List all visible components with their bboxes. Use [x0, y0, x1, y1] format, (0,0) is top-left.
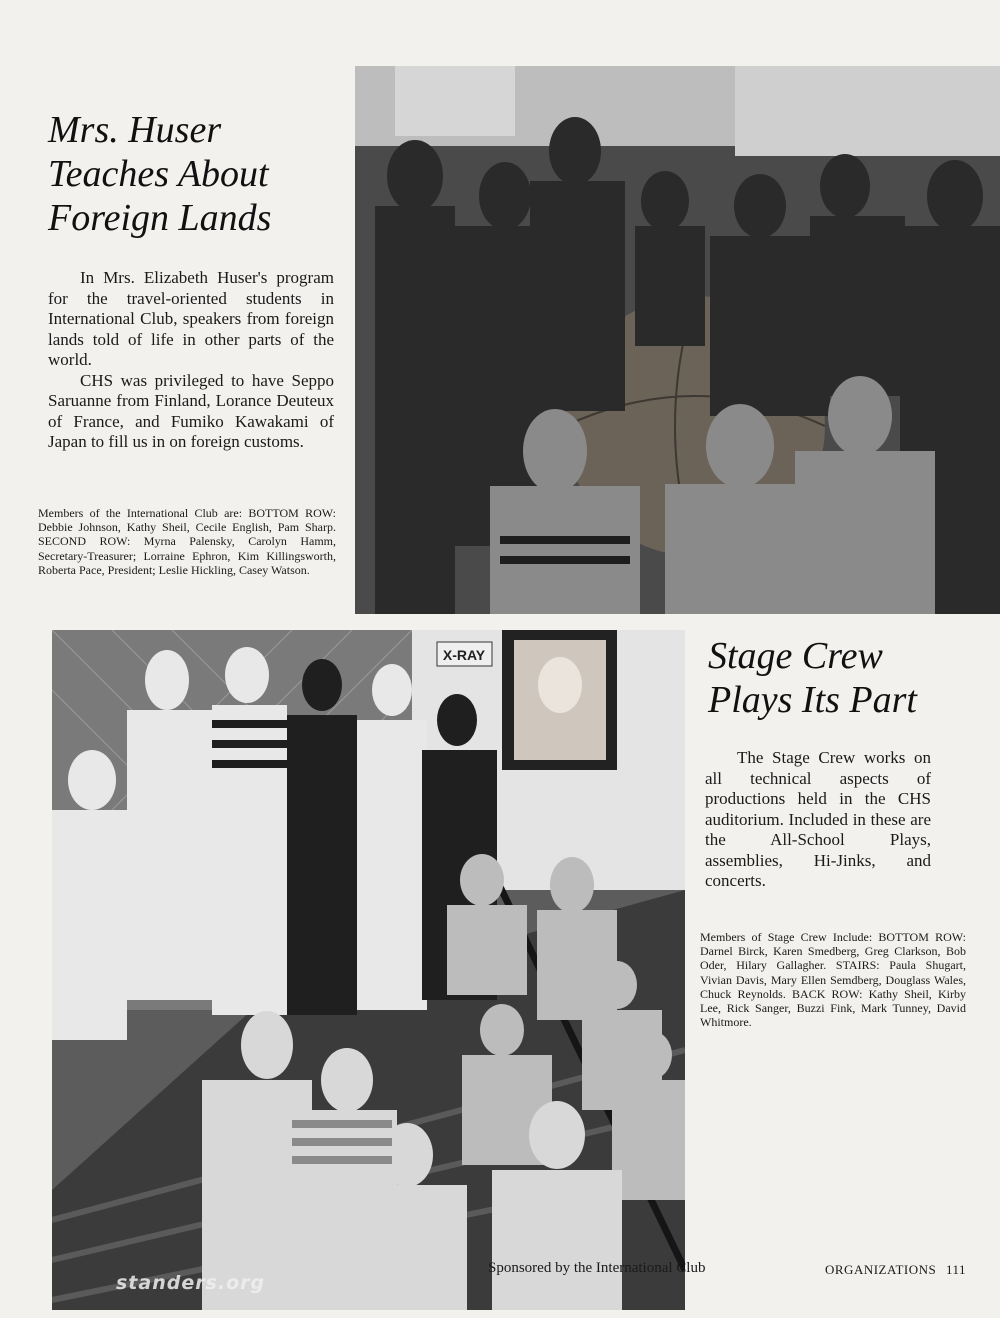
article2-headline-line2: Plays Its Part: [708, 679, 917, 721]
sponsor-credit: Sponsored by the International Club: [488, 1260, 706, 1276]
article2-body: [705, 748, 931, 892]
xray-sign: X-RAY: [442, 647, 486, 663]
page-number: 111: [945, 1262, 967, 1277]
international-club-photo: [355, 66, 1000, 614]
article1-paragraph-2: CHS was privileged to have Seppo Saruanne from Finland, Lorance Deuteux of France, and Fumiko Kawakami of Japan to fill us in on foreign customs.: [48, 370, 334, 451]
article2-headline-line1: Stage Crew: [708, 635, 883, 677]
stage-crew-photo: [52, 630, 685, 1310]
article1-body: [48, 268, 334, 453]
article1-headline-line2: Teaches About: [48, 153, 269, 195]
section-name: ORGANIZATIONS: [825, 1262, 937, 1277]
article1-caption: Members of the International Club are: BOTTOM ROW: Debbie Johnson, Kathy Sheil, Cecile English, Pam Sharp. SECOND ROW: Myrna Palensky, Carolyn Hamm, Secretary-Treasurer; Lorraine Ephron, Kim Killingsworth, Roberta Pace, President; Leslie Hickling, Casey Watson.: [38, 506, 336, 577]
article1-headline-line1: Mrs. Huser: [48, 109, 222, 151]
article1-paragraph-1: In Mrs. Elizabeth Huser's program for the travel-oriented students in International Club, speakers from foreign lands told of life in other parts of the world.: [48, 268, 334, 369]
folio: [825, 1262, 985, 1278]
article2-paragraph-1: The Stage Crew works on all technical aspects of productions held in the CHS auditorium. Included in these are the All-School Plays, assemblies, Hi-Jinks, and concerts.: [705, 748, 931, 890]
article1-headline-line3: Foreign Lands: [48, 197, 272, 239]
article2-headline: [708, 634, 998, 722]
site-watermark: standers.org: [116, 1272, 266, 1294]
article1-headline: [48, 108, 348, 240]
article2-caption: Members of Stage Crew Include: BOTTOM ROW: Darnel Birck, Karen Smedberg, Greg Clarkson, Bob Oder, Hilary Gallagher. STAIRS: Paula Shugart, Vivian Davis, Mary Ellen Semdberg, Douglass Wales, Chuck Reynolds. BACK ROW: Kathy Sheil, Kirby Lee, Rick Sanger, Buzzi Fink, Mark Tunney, David Whitmore.: [700, 930, 966, 1030]
